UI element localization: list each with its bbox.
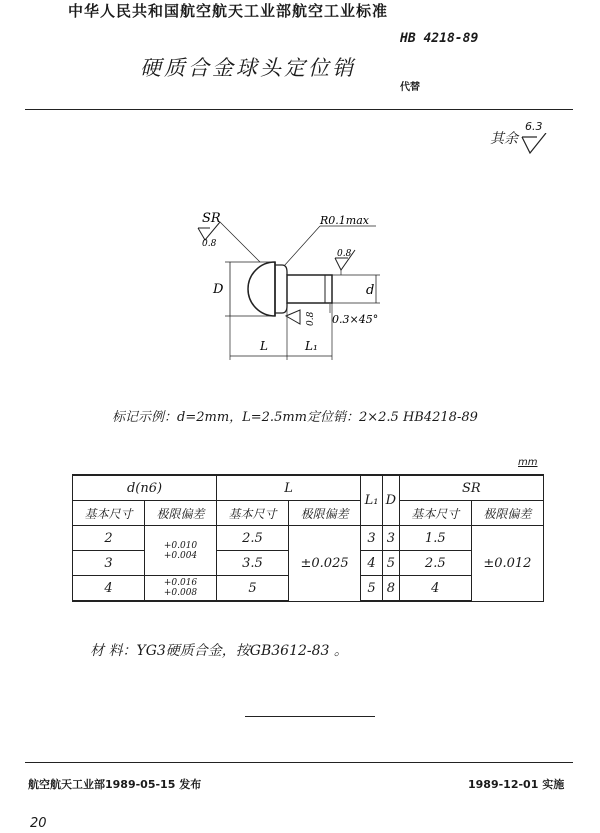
SR-basic: 2.5 (399, 551, 471, 576)
page-number: 20 (30, 816, 47, 831)
D-value: 3 (382, 526, 399, 551)
replace-label: 代替 (400, 82, 420, 93)
L-label: L (260, 339, 268, 353)
SR-label: SR (202, 211, 221, 226)
subheader-dev: 极限偏差 (471, 501, 543, 526)
roughness-value: 6.3 (525, 120, 543, 133)
L-basic: 2.5 (217, 526, 289, 551)
d-tolerance (145, 576, 217, 602)
d-basic: 3 (73, 551, 145, 576)
subheader-basic: 基本尺寸 (399, 501, 471, 526)
chamfer-label: 0.3×45° (332, 313, 379, 326)
subheader-basic: 基本尺寸 (73, 501, 145, 526)
L1-value: 3 (361, 526, 383, 551)
implemented-date: 1989-12-01 实施 (468, 778, 565, 791)
D-value: 8 (382, 576, 399, 602)
d-tolerance (145, 526, 217, 576)
SR-roughness: 0.8 (202, 239, 217, 249)
L1-label: L₁ (305, 339, 318, 353)
issued-date: 航空航天工业部1989-05-15 发布 (28, 778, 202, 791)
d-label: d (366, 283, 375, 298)
L-tolerance: ±0.025 (289, 526, 361, 602)
header-L: L (217, 475, 361, 501)
d-basic: 2 (73, 526, 145, 551)
d-basic: 4 (73, 576, 145, 602)
header-D: D (382, 475, 399, 526)
header-d: d(n6) (73, 475, 217, 501)
face-roughness: 0.8 (306, 311, 316, 326)
header-SR: SR (399, 475, 543, 501)
subheader-dev: 极限偏差 (289, 501, 361, 526)
roughness-rest-label: 其余 (490, 131, 518, 147)
pin-drawing (180, 200, 420, 370)
tol-lower: +0.008 (163, 588, 198, 598)
table-unit: mm (518, 457, 538, 468)
L1-value: 5 (361, 576, 383, 602)
L-basic: 3.5 (217, 551, 289, 576)
L1-value: 4 (361, 551, 383, 576)
roughness-symbol-icon (520, 133, 548, 163)
standard-number: HB 4218-89 (400, 31, 479, 46)
D-value: 5 (382, 551, 399, 576)
radius-label: R0.1max (320, 214, 369, 227)
document-title: 硬质合金球头定位销 (140, 56, 356, 80)
shank-roughness: 0.8 (337, 249, 352, 259)
SR-basic: 4 (399, 576, 471, 602)
tol-upper: +0.016 (163, 578, 198, 588)
subheader-basic: 基本尺寸 (217, 501, 289, 526)
header-L1: L₁ (361, 475, 383, 526)
tol-lower: +0.004 (163, 550, 198, 561)
header-rule (25, 109, 573, 110)
ball-head-outline (248, 262, 275, 316)
marking-example: 标记示例：d=2mm，L=2.5mm定位销：2×2.5 HB4218-89 (112, 410, 478, 425)
tol-upper: +0.010 (163, 540, 198, 551)
subheader-dev: 极限偏差 (145, 501, 217, 526)
end-rule (245, 716, 375, 717)
standard-title: 中华人民共和国航空航天工业部航空工业标准 (68, 2, 389, 20)
SR-basic: 1.5 (399, 526, 471, 551)
D-label: D (213, 282, 224, 297)
material-note: 材 料：YG3硬质合金，按GB3612-83 。 (90, 643, 348, 659)
dimension-table (72, 474, 544, 602)
L-basic: 5 (217, 576, 289, 602)
SR-tolerance: ±0.012 (471, 526, 543, 602)
footer-rule (25, 762, 573, 763)
